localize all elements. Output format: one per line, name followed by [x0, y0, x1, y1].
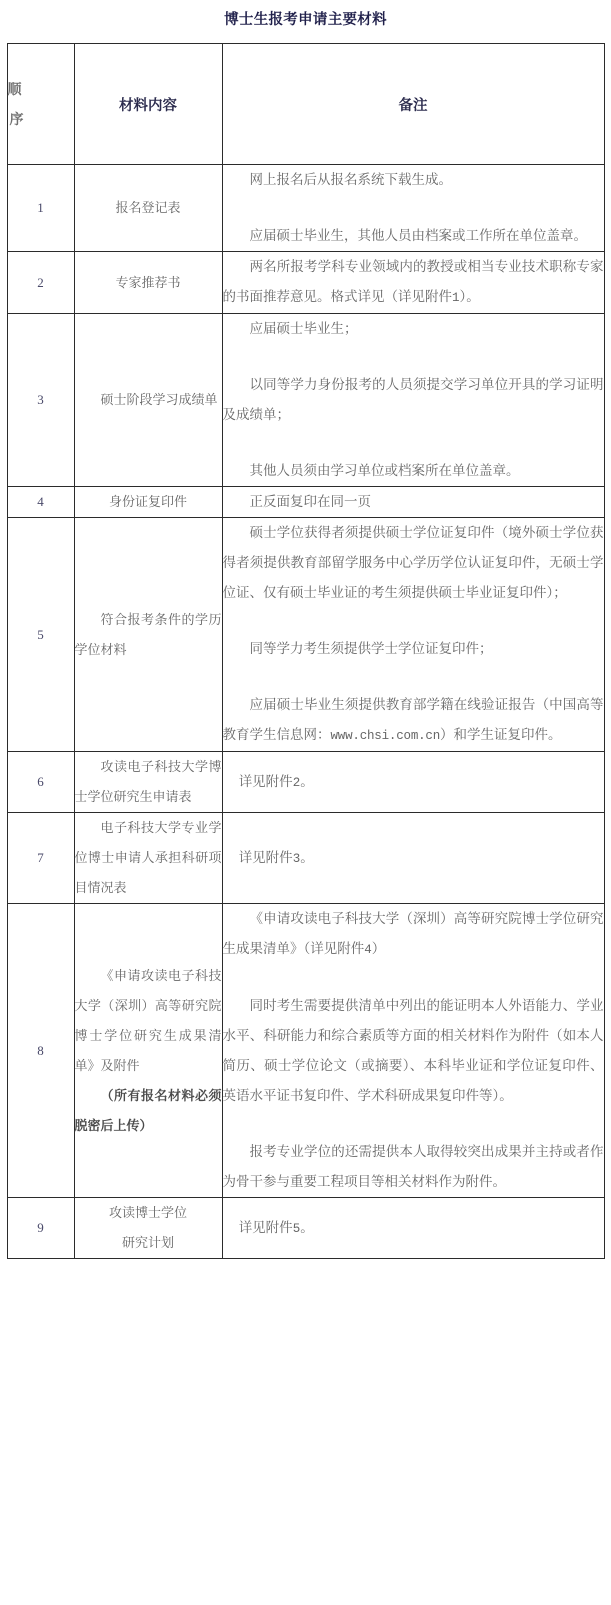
column-header-remarks: 备注: [222, 44, 604, 165]
material-content-paragraph: 专家推荐书: [115, 274, 181, 290]
row-material-content: [74, 904, 222, 1198]
remarks-paragraph: 详见附件2。: [238, 773, 314, 790]
remarks-paragraph: 硕士学位获得者须提供硕士学位证复印件（境外硕士学位获得者须提供教育部留学服务中心学历学位认证复印件，无硕士学位证、仅有硕士毕业证的考生须提供硕士毕业证复印件）；: [222, 525, 604, 600]
material-content-paragraph: 身份证复印件: [108, 494, 187, 509]
row-sequence-number: 6: [7, 752, 74, 813]
row-material-content: [74, 487, 222, 518]
row-remarks: [222, 904, 604, 1198]
remarks-paragraph: 详见附件3。: [238, 849, 314, 866]
table-row: [7, 813, 604, 904]
table-row: [7, 518, 604, 752]
row-remarks: [222, 252, 604, 314]
row-sequence-number: 7: [7, 813, 74, 904]
table-row: [7, 252, 604, 314]
row-sequence-number: 8: [7, 904, 74, 1198]
attachment-number: 5: [292, 1221, 301, 1236]
row-sequence-number: 3: [7, 314, 74, 487]
row-material-content: [74, 518, 222, 752]
attachment-number: 1: [452, 291, 460, 305]
material-content-paragraph: （所有报名材料必须脱密后上传）: [74, 1087, 222, 1133]
material-content-paragraph: 研究计划: [121, 1235, 174, 1250]
remarks-paragraph: 同等学力考生须提供学士学位证复印件；: [249, 641, 493, 656]
remarks-paragraph: 以同等学力身份报考的人员须提交学习单位开具的学习证明及成绩单；: [222, 377, 604, 422]
row-material-content: [74, 1198, 222, 1259]
remarks-paragraph: 应届硕士毕业生，其他人员由档案或工作所在单位盖章。: [249, 228, 587, 243]
remarks-paragraph: 应届硕士毕业生；: [249, 321, 358, 336]
remarks-paragraph: 正反面复印在同一页: [249, 494, 371, 509]
row-remarks: [222, 1198, 604, 1259]
material-content-paragraph: 攻读博士学位: [108, 1205, 187, 1220]
row-remarks: [222, 752, 604, 813]
remarks-paragraph: 详见附件5。: [238, 1219, 314, 1236]
remarks-paragraph: 《申请攻读电子科技大学（深圳）高等研究院博士学位研究生成果清单》（详见附件4）: [222, 911, 604, 957]
material-content-paragraph: 攻读电子科技大学博士学位研究生申请表: [74, 759, 222, 804]
row-material-content: [74, 165, 222, 252]
row-sequence-number: 9: [7, 1198, 74, 1259]
row-remarks: [222, 813, 604, 904]
material-content-paragraph: 符合报考条件的学历学位材料: [74, 611, 222, 657]
row-remarks: [222, 518, 604, 752]
table-header: [7, 44, 604, 165]
row-remarks: [222, 314, 604, 487]
column-header-sequence-line2: 序: [9, 111, 24, 127]
remarks-paragraph: 网上报名后从报名系统下载生成。: [249, 172, 452, 187]
row-material-content: [74, 314, 222, 487]
row-material-content: [74, 752, 222, 813]
material-content-paragraph: 报名登记表: [115, 200, 181, 215]
materials-table: [7, 43, 605, 1259]
row-sequence-number: 1: [7, 165, 74, 252]
table-row: [7, 487, 604, 518]
header-row: [7, 44, 604, 165]
column-header-material-content: 材料内容: [74, 44, 222, 165]
row-material-content: [74, 813, 222, 904]
remarks-paragraph: 同时考生需要提供清单中列出的能证明本人外语能力、学业水平、科研能力和综合素质等方面的相关材料作为附件（如本人简历、硕士学位论文（或摘要）、本科毕业证和学位证复印件、英语水平证书复印件、学术科研成果复印件等）。: [222, 998, 604, 1103]
attachment-number: 4: [364, 943, 372, 957]
material-content-paragraph: 电子科技大学专业学位博士申请人承担科研项目情况表: [74, 820, 222, 895]
remarks-paragraph: 应届硕士毕业生须提供教育部学籍在线验证报告（中国高等教育学生信息网：www.chsi.com.cn）和学生证复印件。: [222, 697, 604, 743]
attachment-number: 2: [292, 775, 301, 790]
row-remarks: [222, 487, 604, 518]
page-title: 博士生报考申请主要材料: [224, 12, 387, 28]
table-row: [7, 1198, 604, 1259]
row-sequence-number: 4: [7, 487, 74, 518]
table-row: [7, 752, 604, 813]
row-remarks: [222, 165, 604, 252]
column-header-sequence: [7, 44, 74, 165]
table-row: [7, 165, 604, 252]
url-text: www.chsi.com.cn: [330, 729, 441, 743]
row-sequence-number: 5: [7, 518, 74, 752]
table-row: [7, 314, 604, 487]
remarks-paragraph: 报考专业学位的还需提供本人取得较突出成果并主持或者作为骨干参与重要工程项目等相关材料作为附件。: [222, 1144, 604, 1189]
attachment-number: 3: [292, 851, 301, 866]
row-material-content: [74, 252, 222, 314]
remarks-paragraph: 两名所报考学科专业领域内的教授或相当专业技术职称专家的书面推荐意见。格式详见（详见附件1）。: [222, 259, 604, 305]
material-content-paragraph: 《申请攻读电子科技大学（深圳）高等研究院博士学位研究生成果清单》及附件: [74, 967, 222, 1073]
column-header-sequence-line1: 顺: [7, 81, 22, 97]
material-content-paragraph: 硕士阶段学习成绩单: [100, 392, 218, 407]
remarks-paragraph: 其他人员须由学习单位或档案所在单位盖章。: [249, 463, 520, 478]
table-body: [7, 165, 604, 1259]
table-row: [7, 904, 604, 1198]
row-sequence-number: 2: [7, 252, 74, 314]
